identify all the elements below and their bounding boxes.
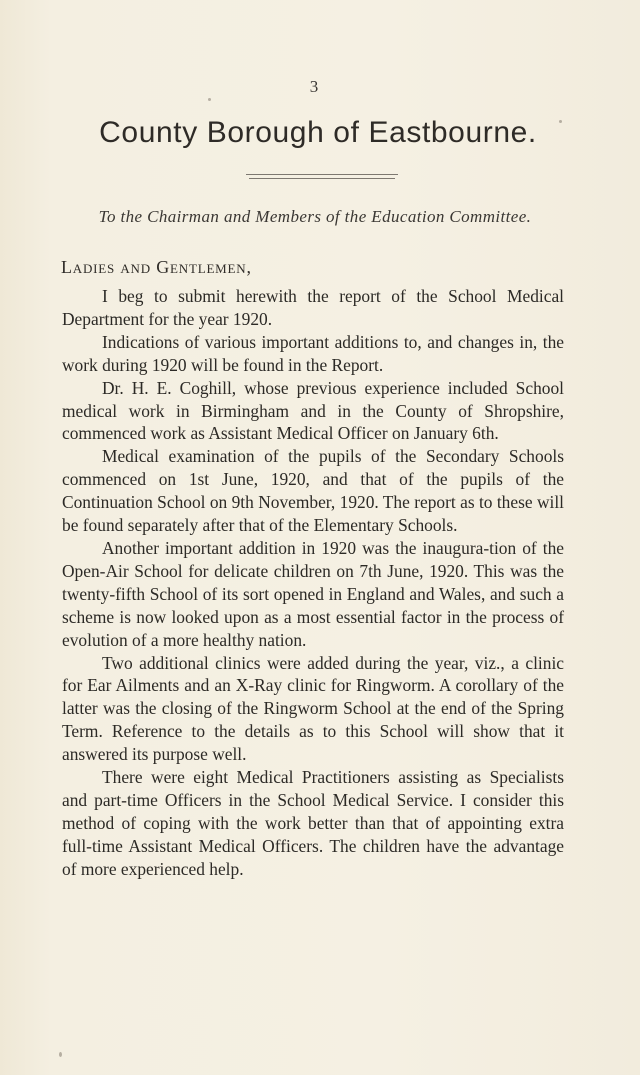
paper-speck <box>208 98 211 101</box>
paragraph-2: Indications of various important additions to, and changes in, the work during 1920 will be found in the Report. <box>62 331 564 375</box>
salutation: Ladies and Gentlemen, <box>61 257 252 277</box>
page-number: 3 <box>309 77 319 96</box>
title-divider-bottom <box>249 178 395 179</box>
paragraph-6: Two additional clinics were added during the year, viz., a clinic for Ear Ailments and an X-Ray clinic for Ringworm. A corollary of the latter was the closing of the Ringworm School at the end of the Spring Term. Reference to the details as to this School will show that it answered its purpose well. <box>62 652 564 765</box>
address-line: To the Chairman and Members of the Education Committee. <box>98 207 532 226</box>
title-divider-top <box>246 174 398 175</box>
paper-speck <box>559 120 562 123</box>
page-title: County Borough of Eastbourne. <box>99 116 537 149</box>
paragraph-4: Medical examination of the pupils of the Secondary Schools commenced on 1st June, 1920, and that of the pupils of the Continuation School on 9th November, 1920. The report as to these will be found separately after that of the Elementary Schools. <box>62 446 564 536</box>
report-body <box>62 285 564 881</box>
paragraph-3: Dr. H. E. Coghill, whose previous experience included School medical work in Birmingham and in the County of Shropshire, commenced work as Assistant Medical Officer on January 6th. <box>62 377 564 444</box>
paragraph-1: I beg to submit herewith the report of the School Medical Department for the year 1920. <box>62 286 564 329</box>
paragraph-5: Another important addition in 1920 was the inaugura-tion of the Open-Air School for delicate children on 7th June, 1920. This was the twenty-fifth School of its sort opened in England and Wales, and such a scheme is now looked upon as a most essential factor in the process of evolution of a more healthy nation. <box>62 537 564 650</box>
paper-speck <box>59 1052 62 1057</box>
paragraph-7: There were eight Medical Practitioners assisting as Specialists and part-time Officers in the School Medical Service. I consider this method of coping with the work better than that of appointing extra full-time Assistant Medical Officers. The children have the advantage of more experienced help. <box>62 767 564 879</box>
